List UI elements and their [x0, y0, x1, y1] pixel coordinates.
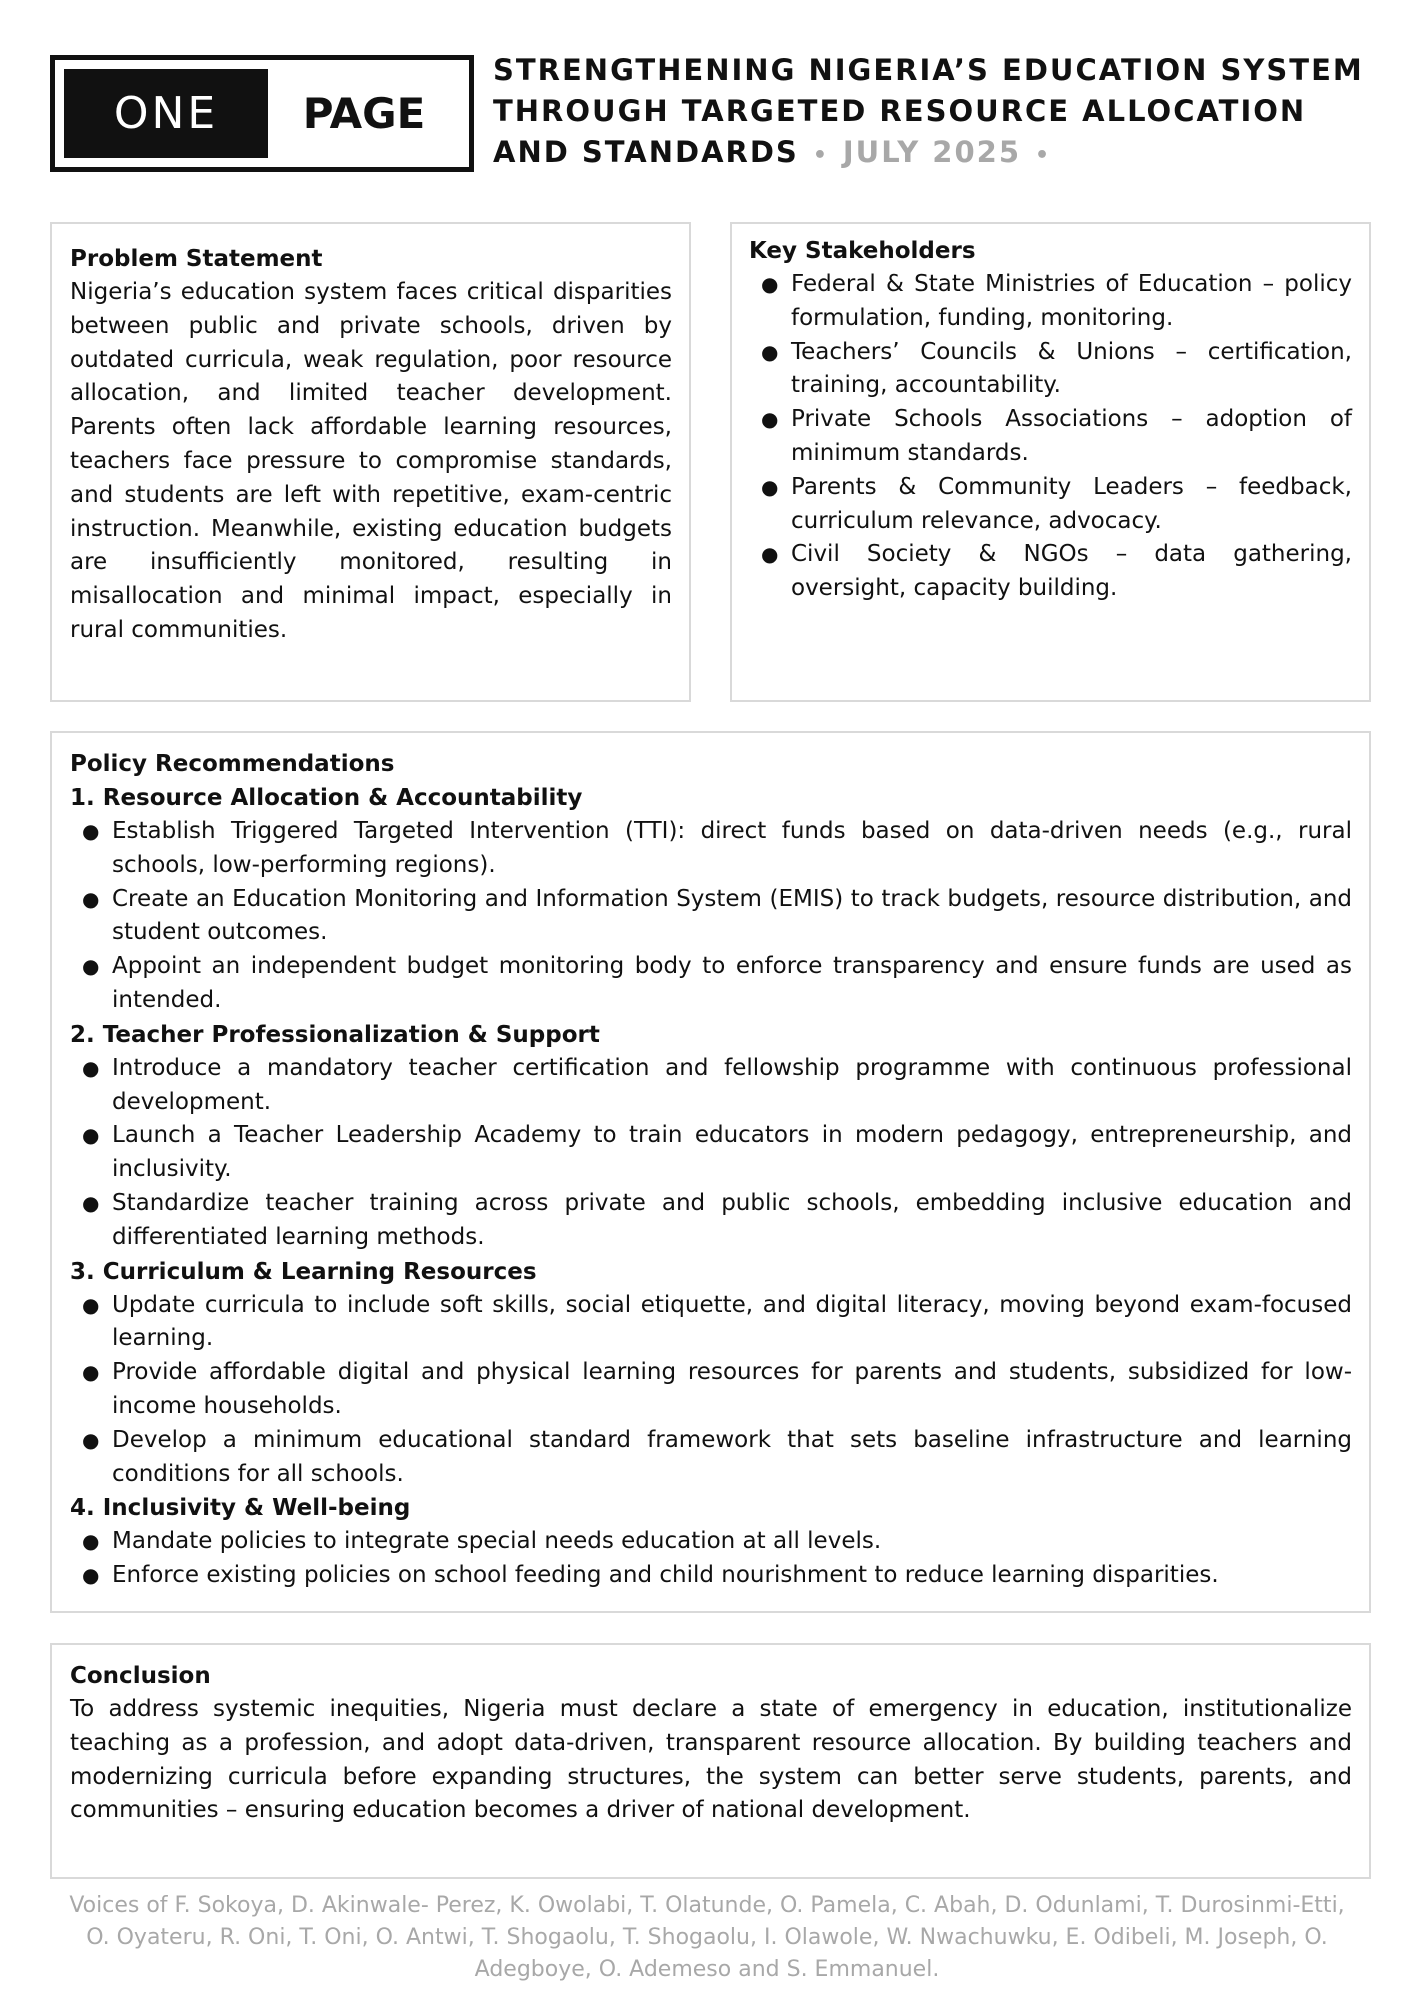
- conclusion-heading: Conclusion: [70, 1663, 211, 1689]
- list-item: [70, 1525, 1352, 1559]
- problem-statement-text: Nigeria’s education system faces critical disparities between public and private schools, driven by outdated curricula, weak regulation, poor resource allocation, and limited teacher development. Parents often lack affordable learning resources, teachers face pressure to compromise standards, and students are left with repetitive, exam-centric instruction. Meanwhile, existing education budgets are insufficiently monitored, resulting in misallocation and minimal impact, especially in rural communities.: [70, 279, 672, 643]
- bullet-icon: ●: [761, 407, 779, 432]
- bullet-icon: ●: [761, 542, 779, 567]
- document-title: [493, 50, 1393, 176]
- problem-statement-heading: Problem Statement: [70, 246, 323, 272]
- stakeholder-text: Private Schools Associations – adoption of minimum standards.: [791, 406, 1352, 466]
- stakeholder-text: Federal & State Ministries of Education – policy formulation, funding, monitoring.: [791, 271, 1352, 331]
- policy-section-1-title: 1. Resource Allocation & Accountability: [70, 785, 583, 811]
- date-dot-right: •: [1035, 143, 1052, 168]
- conclusion-text: To address systemic inequities, Nigeria must declare a state of emergency in education, institutionalize teaching as a profession, and adopt data-driven, transparent resource allocation. By building teachers and modernizing curricula before expanding structures, the system can better serve students, parents, and communities – ensuring education becomes a driver of national development.: [70, 1696, 1352, 1824]
- bullet-icon: ●: [82, 1529, 100, 1554]
- bullet-icon: ●: [82, 1292, 100, 1317]
- list-item: [70, 1559, 1352, 1593]
- policy-section-3-list: [70, 1289, 1352, 1492]
- contributors-credits: Voices of F. Sokoya, D. Akinwale- Perez, K. Owolabi, T. Olatunde, O. Pamela, C. Abah, D. Odunlami, T. Durosinmi-Etti, O. Oyateru, R. Oni, T. Oni, O. Antwi, T. Shogaolu, T. Shogaolu, I. Olawole, W. Nwachuwku, E. Odibeli, M. Joseph, O. Adegboye, O. Ademeso and S. Emmanuel.: [69, 1893, 1345, 1982]
- list-item: [749, 268, 1352, 336]
- recommendation-text: Standardize teacher training across private and public schools, embedding inclusive education and differentiated learning methods.: [112, 1189, 1352, 1250]
- logo-page-text: PAGE: [302, 89, 426, 138]
- recommendation-text: Appoint an independent budget monitoring body to enforce transparency and ensure funds are used as intended.: [112, 953, 1352, 1013]
- bullet-icon: ●: [82, 954, 100, 979]
- bullet-icon: ●: [761, 474, 779, 499]
- bullet-icon: ●: [82, 1360, 100, 1385]
- policy-section-2-list: [70, 1052, 1352, 1255]
- bullet-icon: ●: [82, 1563, 100, 1588]
- title-line-1: STRENGTHENING NIGERIA’S EDUCATION SYSTEM: [493, 53, 1364, 87]
- policy-section-2-title: 2. Teacher Professionalization & Support: [70, 1021, 600, 1048]
- list-item: [749, 471, 1352, 539]
- bullet-icon: ●: [761, 339, 779, 364]
- bullet-icon: ●: [82, 1055, 100, 1080]
- recommendation-text: Launch a Teacher Leadership Academy to train educators in modern pedagogy, entrepreneurship, and inclusivity.: [112, 1122, 1352, 1183]
- policy-section-4-list: [70, 1525, 1352, 1593]
- conclusion-box: [50, 1643, 1371, 1879]
- list-item: [749, 336, 1352, 404]
- list-item: [70, 1356, 1352, 1424]
- list-item: [749, 403, 1352, 471]
- key-stakeholders-heading: Key Stakeholders: [749, 238, 976, 264]
- title-line-3-text: AND STANDARDS: [493, 135, 799, 169]
- key-stakeholders-box: [730, 222, 1371, 702]
- bullet-icon: ●: [82, 1123, 100, 1148]
- list-item: [749, 538, 1352, 606]
- list-item: [70, 1289, 1352, 1357]
- one-page-logo: [50, 55, 474, 172]
- recommendation-text: Introduce a mandatory teacher certification and fellowship programme with continuous professional development.: [112, 1054, 1352, 1115]
- policy-section-4-title: 4. Inclusivity & Well-being: [70, 1495, 411, 1522]
- list-item: [70, 1424, 1352, 1492]
- recommendation-text: Mandate policies to integrate special needs education at all levels.: [112, 1528, 882, 1555]
- stakeholder-text: Civil Society & NGOs – data gathering, oversight, capacity building.: [791, 541, 1352, 602]
- logo-one-text: ONE: [64, 69, 268, 158]
- title-line-2: THROUGH TARGETED RESOURCE ALLOCATION: [493, 94, 1307, 128]
- date-dot-left: •: [812, 143, 829, 168]
- stakeholder-text: Teachers’ Councils & Unions – certification, training, accountability.: [791, 338, 1352, 399]
- recommendation-text: Provide affordable digital and physical learning resources for parents and students, subsidized for low-income households.: [112, 1359, 1352, 1419]
- stakeholders-list: [749, 268, 1352, 606]
- recommendation-text: Create an Education Monitoring and Information System (EMIS) to track budgets, resource distribution, and student outcomes.: [112, 885, 1352, 946]
- recommendation-text: Update curricula to include soft skills, social etiquette, and digital literacy, moving beyond exam-focused learning.: [112, 1291, 1352, 1352]
- title-line-3: [493, 132, 1393, 176]
- bullet-icon: ●: [82, 1190, 100, 1215]
- problem-statement-box: [50, 222, 691, 702]
- recommendation-text: Establish Triggered Targeted Intervention (TTI): direct funds based on data-driven needs (e.g., rural schools, low-performing regions).: [112, 818, 1352, 878]
- stakeholder-text: Parents & Community Leaders – feedback, curriculum relevance, advocacy.: [791, 473, 1352, 534]
- list-item: [70, 815, 1352, 883]
- policy-section-3-title: 3. Curriculum & Learning Resources: [70, 1258, 537, 1285]
- policy-section-1-list: [70, 815, 1352, 1018]
- policy-recommendations-heading: Policy Recommendations: [70, 751, 395, 777]
- recommendation-text: Enforce existing policies on school feeding and child nourishment to reduce learning disparities.: [112, 1562, 1219, 1589]
- list-item: [70, 1119, 1352, 1187]
- bullet-icon: ●: [82, 1427, 100, 1452]
- list-item: [70, 950, 1352, 1018]
- bullet-icon: ●: [761, 272, 779, 296]
- bullet-icon: ●: [82, 886, 100, 911]
- list-item: [70, 1187, 1352, 1255]
- recommendation-text: Develop a minimum educational standard framework that sets baseline infrastructure and learning conditions for all schools.: [112, 1426, 1352, 1487]
- policy-recommendations-box: [50, 731, 1371, 1613]
- bullet-icon: ●: [82, 819, 100, 843]
- list-item: [70, 883, 1352, 951]
- publication-date: JULY 2025: [842, 135, 1021, 169]
- list-item: [70, 1052, 1352, 1120]
